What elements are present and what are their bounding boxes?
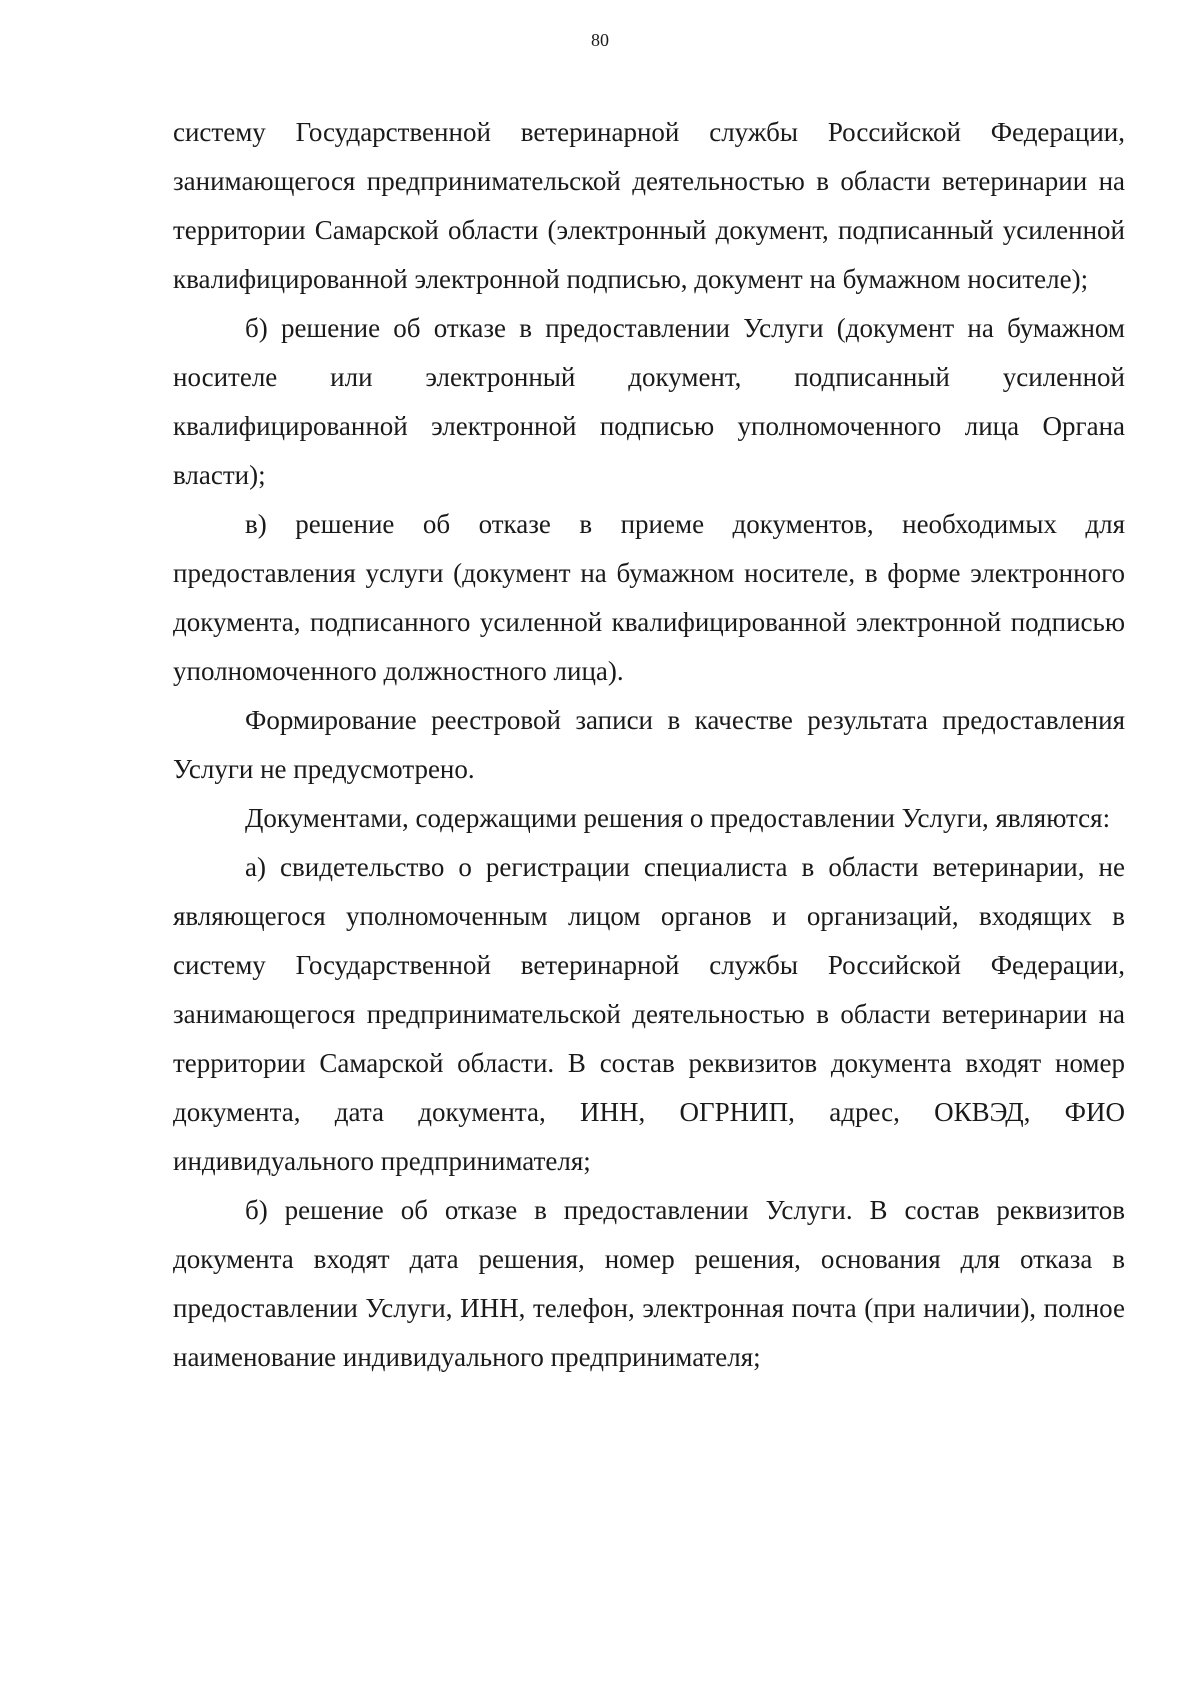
page-number: 80 (591, 30, 609, 50)
paragraph-continuation: систему Государственной ветеринарной службы Российской Федерации, занимающегося предпринимательской деятельностью в области ветеринарии на территории Самарской области (электронный документ, подписанный усиленной квалифицированной электронной подписью, документ на бумажном носителе); (173, 117, 1125, 294)
paragraph-documents-intro: Документами, содержащими решения о предоставлении Услуги, являются: (245, 803, 1111, 833)
paragraph-item-a-certificate: а) свидетельство о регистрации специалиста в области ветеринарии, не являющегося уполномоченным лицом органов и организаций, входящих в систему Государственной ветеринарной службы Российской Федерации, занимающегося предпринимательской деятельностью в области ветеринарии на территории Самарской области. В состав реквизитов документа входят номер документа, дата документа, ИНН, ОГРНИП, адрес, ОКВЭД, ФИО индивидуального предпринимателя; (173, 852, 1125, 1176)
document-body (173, 108, 1125, 1382)
paragraph-item-b-refusal: б) решение об отказе в предоставлении Услуги (документ на бумажном носителе или электронный документ, подписанный усиленной квалифицированной электронной подписью уполномоченного лица Органа власти); (173, 313, 1125, 490)
paragraph-item-v-rejection: в) решение об отказе в приеме документов, необходимых для предоставления услуги (документ на бумажном носителе, в форме электронного документа, подписанного усиленной квалифицированной электронной подписью уполномоченного должностного лица). (173, 509, 1125, 686)
paragraph-registry-record: Формирование реестровой записи в качестве результата предоставления Услуги не предусмотрено. (173, 705, 1125, 784)
paragraph-item-b-decision: б) решение об отказе в предоставлении Услуги. В состав реквизитов документа входят дата решения, номер решения, основания для отказа в предоставлении Услуги, ИНН, телефон, электронная почта (при наличии), полное наименование индивидуального предпринимателя; (173, 1195, 1125, 1372)
